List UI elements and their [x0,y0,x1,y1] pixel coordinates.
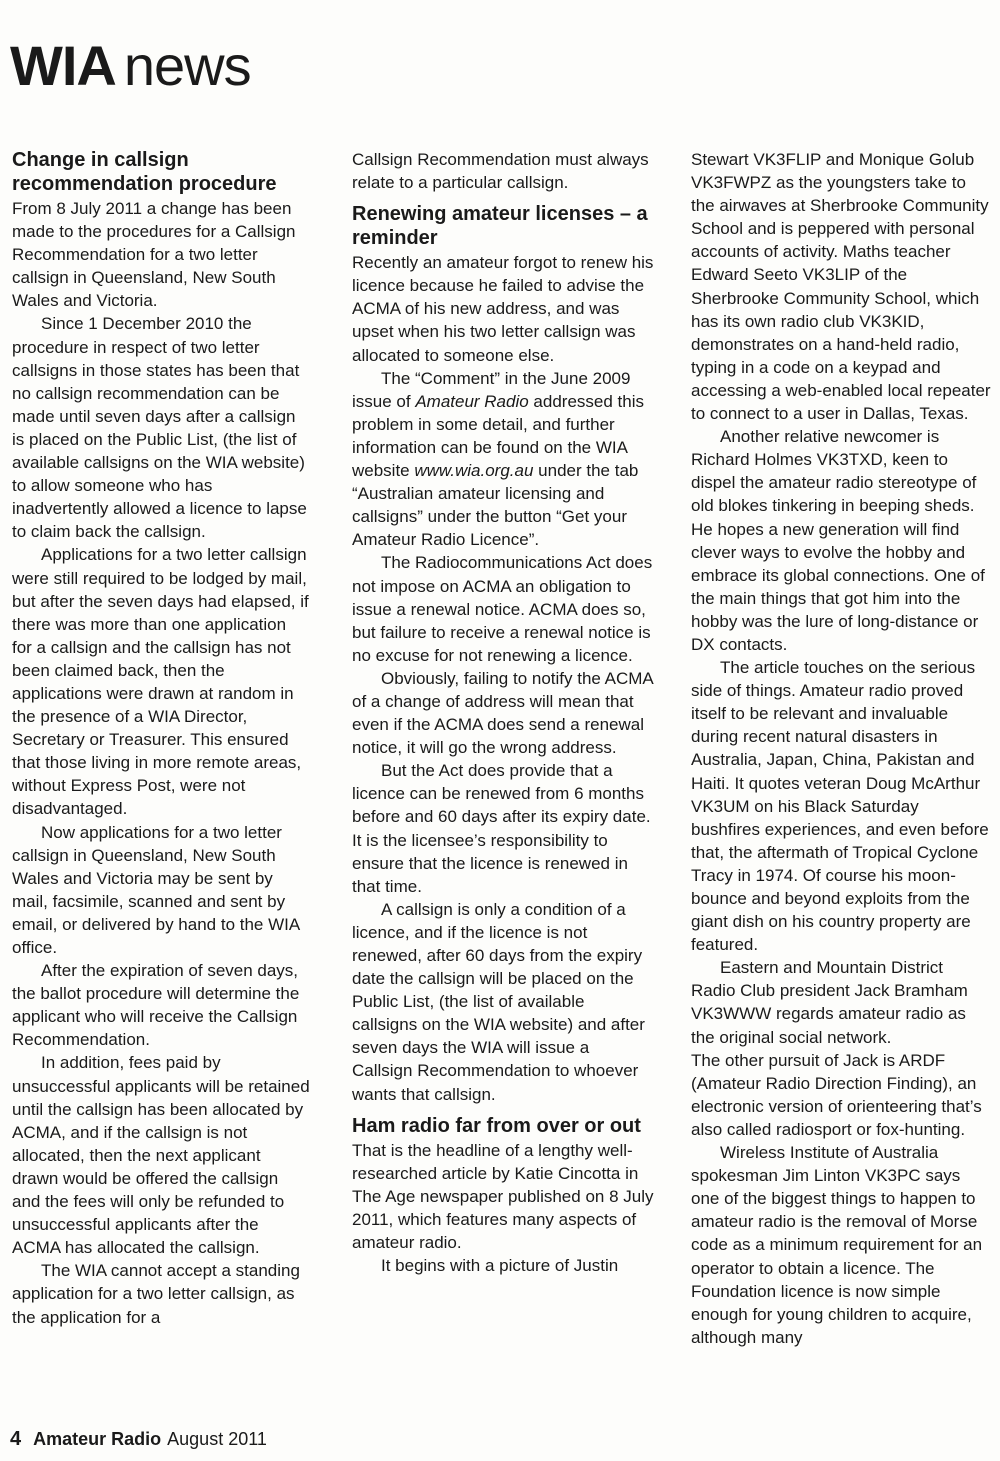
header-wia: WIA [10,34,116,97]
magazine-name: Amateur Radio [33,1429,162,1449]
paragraph: A callsign is only a condition of a licence, and if the licence is not renewed, after 60 days from the expiry date the callsign will be placed on the Public List, (the list of available callsigns on the WIA website) and after seven days the WIA will issue a Callsign Recommendation to whoever wants that callsign. [352,899,645,1104]
website-url: www.wia.org.au [414,461,534,481]
page-header [10,34,251,97]
page-number: 4 [10,1428,22,1450]
paragraph: Obviously, failing to notify the ACMA of a change of address will mean that even if the ACMA does send a renewal notice, it will go the wrong address. [352,668,653,758]
column-2 [352,148,654,1277]
magazine-title-italic: Amateur Radio [415,391,529,411]
column-3 [691,148,991,1349]
text-run: The “Comment” in the June 2009 issue of [352,368,631,411]
heading-ham-radio: Ham radio far from over or out [352,1114,641,1137]
paragraph: Now applications for a two letter callsign in Queensland, New South Wales and Victoria may be sent by mail, facsimile, scanned and sent by email, or delivered by hand to the WIA office. [12,822,300,957]
paragraph: After the expiration of seven days, the ballot procedure will determine the applicant who will receive the Callsign Recommendation. [12,961,300,1050]
paragraph: But the Act does provide that a licence can be renewed from 6 months before and 60 days after its expiry date. It is the licensee’s responsibility to ensure that the licence is renewed in that time. [352,761,651,896]
issue-date: August 2011 [167,1429,267,1449]
page-footer [10,1428,267,1451]
text-run: under the tab “Australian amateur licensing and callsigns” under the button “Get your Amateur Radio Licence”. [352,461,639,550]
paragraph: Applications for a two letter callsign were still required to be lodged by mail, but after the seven days had elapsed, if there was more than one application for a callsign and the callsign has not been claimed back, then the applications were drawn at random in the presence of a WIA Director, Secretary or Treasurer. This ensured that those living in more remote areas, without Express Post, were not disadvantaged. [12,545,309,819]
paragraph: That is the headline of a lengthy well-researched article by Katie Cincotta in The Age newspaper published on 8 July 2011, which features many aspects of amateur radio. [352,1140,654,1253]
heading-renewing-licenses: Renewing amateur licenses – a reminder [352,203,648,250]
column-1 [12,148,310,1329]
paragraph: The article touches on the serious side of things. Amateur radio proved itself to be relevant and invaluable during recent natural disasters in Australia, Japan, China, Pakistan and Haiti. It quotes veteran Doug McArthur VK3UM on his Black Saturday bushfires experiences, and even before that, the aftermath of Tropical Cyclone Tracy in 1974. Of course his moon-bounce and beyond exploits from the giant dish on his country property are featured. [691,658,989,955]
header-news: news [123,34,251,97]
paragraph: Since 1 December 2010 the procedure in respect of two letter callsigns in those states has been that no callsign recommendation can be made until seven days after a callsign is placed on the Public List, (the list of available callsigns on the WIA website) to allow someone who has inadvertently allowed a licence to lapse to claim back the callsign. [12,314,307,542]
paragraph: Another relative newcomer is Richard Holmes VK3TXD, keen to dispel the amateur radio stereotype of old blokes tinkering in beeping sheds. He hopes a new generation will find clever ways to evolve the hobby and embrace its global connections. One of the main things that got him into the hobby was the lure of long-distance or DX contacts. [691,427,985,654]
paragraph: Recently an amateur forgot to renew his licence because he failed to advise the ACMA of his new address, and was upset when his two letter callsign was allocated to someone else. [352,253,654,365]
paragraph: Stewart VK3FLIP and Monique Golub VK3FWPZ as the youngsters take to the airwaves at Sherbrooke Community School and is peppered with personal accounts of activity. Maths teacher Edward Seeto VK3LIP of the Sherbrooke Community School, which has its own radio club VK3KID, demonstrates on a hand-held radio, typing in a code on a keypad and accessing a web-enabled local repeater to connect to a user in Dallas, Texas. [691,150,991,424]
paragraph: It begins with a picture of Justin [381,1256,619,1276]
paragraph: Wireless Institute of Australia spokesman Jim Linton VK3PC says one of the biggest things to happen to amateur radio is the removal of Morse code as a minimum requirement for an operator to obtain a licence. The Foundation licence is now simple enough for young children to acquire, although many [691,1143,983,1347]
paragraph: The Radiocommunications Act does not impose on ACMA an obligation to issue a renewal notice. ACMA does so, but failure to receive a renewal notice is no excuse for not renewing a licence. [352,553,653,665]
paragraph: In addition, fees paid by unsuccessful applicants will be retained until the callsign has been allocated by ACMA, and if the callsign is not allocated, then the next applicant drawn would be offered the callsign and the fees will only be refunded to unsuccessful applicants after the ACMA has allocated the callsign. [12,1053,310,1258]
paragraph: The other pursuit of Jack is ARDF (Amateur Radio Direction Finding), an electronic version of orienteering that’s also called radiosport or fox-hunting. [691,1050,982,1139]
paragraph: The WIA cannot accept a standing application for a two letter callsign, as the application for a [12,1261,300,1327]
paragraph: Eastern and Mountain District Radio Club president Jack Bramham VK3WWW regards amateur radio as the original social network. [691,958,968,1047]
paragraph [352,367,654,552]
heading-callsign-procedure: Change in callsign recommendation procedure [12,149,277,195]
paragraph: Callsign Recommendation must always relate to a particular callsign. [352,150,649,193]
text-run: addressed this problem in some detail, and further information can be found on the WIA website [352,391,644,481]
paragraph: From 8 July 2011 a change has been made to the procedures for a Callsign Recommendation for a two letter callsign in Queensland, New South Wales and Victoria. [12,199,296,311]
